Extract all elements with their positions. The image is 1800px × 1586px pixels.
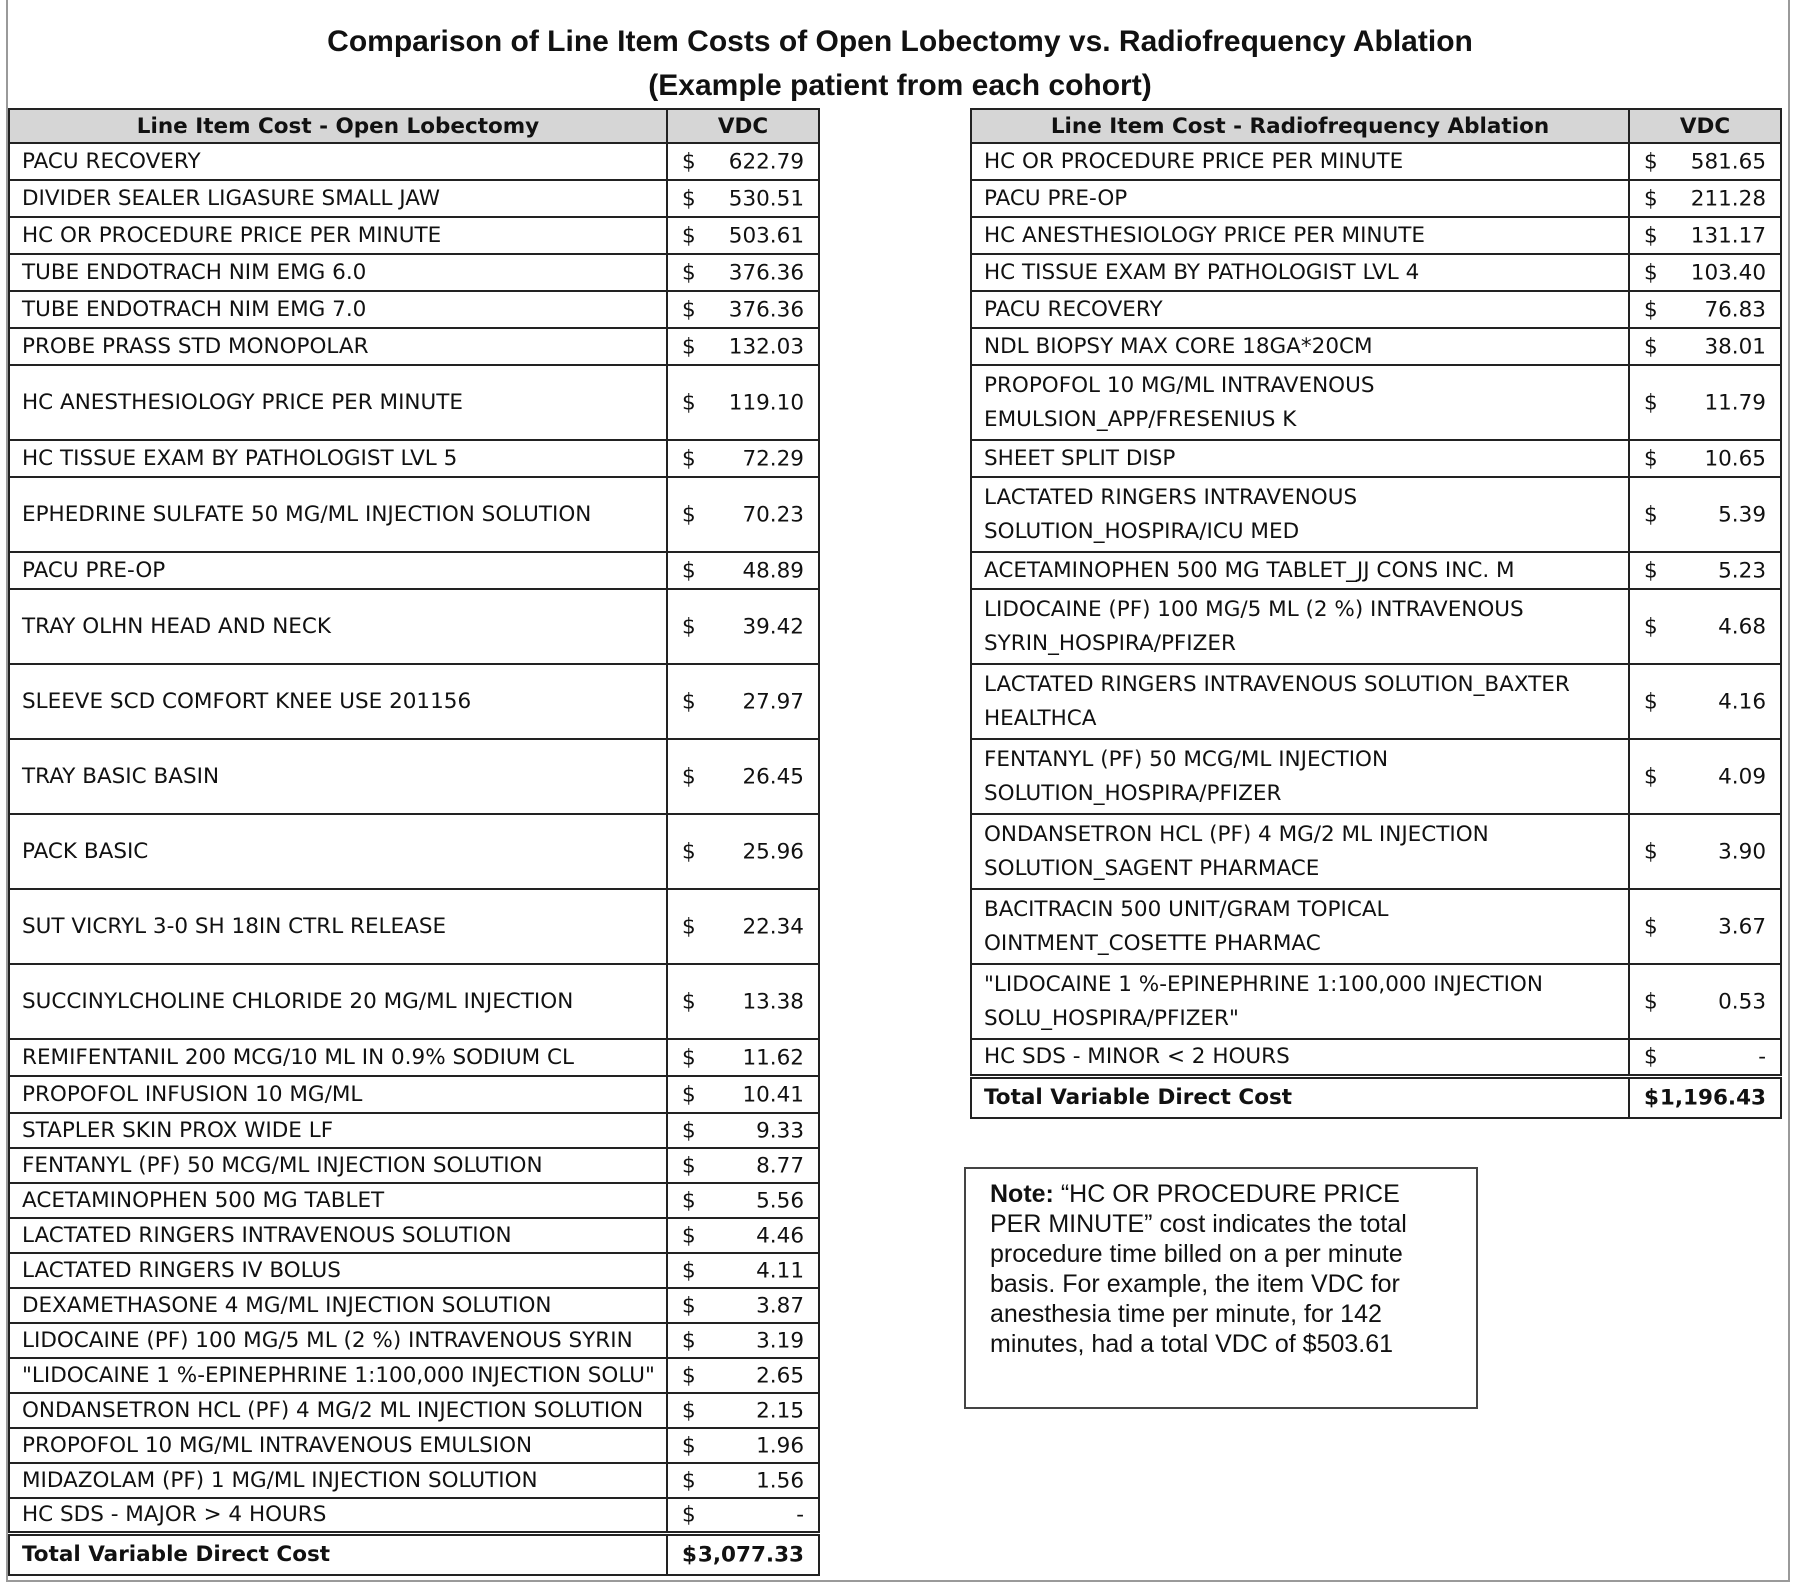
line-item-name: LACTATED RINGERS INTRAVENOUS SOLUTION_BAXTER HEALTHCA	[971, 664, 1629, 739]
vdc-amount: 22.34	[742, 914, 804, 939]
table-row	[971, 180, 1781, 217]
table-row	[9, 440, 819, 477]
currency-symbol: $	[682, 1363, 696, 1388]
table-row	[9, 889, 819, 964]
table-row	[9, 589, 819, 664]
vdc-amount: 503.61	[728, 223, 804, 248]
table-row	[971, 889, 1781, 964]
vdc-amount: 2.15	[756, 1398, 804, 1423]
currency-symbol: $	[682, 1502, 696, 1528]
table-row	[9, 1253, 819, 1288]
title-line-2: (Example patient from each cohort)	[648, 69, 1152, 102]
vdc-amount: -	[796, 1502, 804, 1528]
column-header-item: Line Item Cost - Open Lobectomy	[9, 109, 667, 143]
currency-symbol: $	[682, 839, 696, 864]
line-item-name: HC ANESTHESIOLOGY PRICE PER MINUTE	[9, 365, 667, 440]
table-header-row	[9, 109, 819, 143]
currency-symbol: $	[682, 689, 696, 714]
vdc-amount: 376.36	[728, 297, 804, 322]
vdc-amount: 622.79	[728, 149, 804, 174]
currency-symbol: $	[682, 446, 696, 471]
line-item-name: TRAY OLHN HEAD AND NECK	[9, 589, 667, 664]
table-row	[971, 440, 1781, 477]
currency-symbol: $	[1644, 839, 1658, 864]
line-item-vdc	[667, 143, 819, 180]
total-amount: 1,196.43	[1659, 1085, 1766, 1110]
table-row	[9, 1039, 819, 1076]
table-row	[971, 254, 1781, 291]
currency-symbol: $	[682, 1328, 696, 1353]
line-item-vdc	[667, 365, 819, 440]
line-item-name: HC OR PROCEDURE PRICE PER MINUTE	[971, 143, 1629, 180]
vdc-amount: 3.87	[756, 1293, 804, 1318]
line-item-vdc	[1629, 365, 1781, 440]
vdc-amount: 13.38	[742, 989, 804, 1014]
line-item-vdc	[667, 1218, 819, 1253]
line-item-name: NDL BIOPSY MAX CORE 18GA*20CM	[971, 328, 1629, 365]
currency-symbol: $	[682, 223, 696, 248]
currency-symbol: $	[682, 1433, 696, 1458]
table-row	[9, 143, 819, 180]
currency-symbol: $	[682, 989, 696, 1014]
line-item-name: MIDAZOLAM (PF) 1 MG/ML INJECTION SOLUTION	[9, 1463, 667, 1498]
line-item-name: ONDANSETRON HCL (PF) 4 MG/2 ML INJECTION SOLUTION_SAGENT PHARMACE	[971, 814, 1629, 889]
total-vdc	[1629, 1076, 1781, 1118]
vdc-amount: 581.65	[1690, 149, 1766, 174]
open-lobectomy-cost-table	[8, 108, 820, 1576]
currency-symbol: $	[682, 1153, 696, 1178]
line-item-vdc	[667, 440, 819, 477]
vdc-amount: -	[1758, 1044, 1766, 1070]
line-item-name: REMIFENTANIL 200 MCG/10 ML IN 0.9% SODIUM CL	[9, 1039, 667, 1076]
line-item-vdc	[667, 1148, 819, 1183]
line-item-vdc	[667, 589, 819, 664]
table-row	[971, 814, 1781, 889]
currency-symbol: $	[682, 614, 696, 639]
line-item-name: TUBE ENDOTRACH NIM EMG 6.0	[9, 254, 667, 291]
vdc-amount: 4.68	[1718, 614, 1766, 639]
line-item-vdc	[667, 1393, 819, 1428]
currency-symbol: $	[1644, 1044, 1658, 1070]
table-row	[971, 217, 1781, 254]
line-item-name: LACTATED RINGERS INTRAVENOUS SOLUTION_HOSPIRA/ICU MED	[971, 477, 1629, 552]
line-item-vdc	[1629, 1039, 1781, 1076]
vdc-amount: 1.96	[756, 1433, 804, 1458]
table-row	[9, 1218, 819, 1253]
vdc-amount: 119.10	[728, 390, 804, 415]
vdc-amount: 11.79	[1704, 390, 1766, 415]
currency-symbol: $	[682, 390, 696, 415]
line-item-vdc	[667, 889, 819, 964]
table-row	[971, 589, 1781, 664]
line-item-name: HC OR PROCEDURE PRICE PER MINUTE	[9, 217, 667, 254]
currency-symbol: $	[1644, 446, 1658, 471]
line-item-vdc	[667, 739, 819, 814]
vdc-amount: 10.65	[1704, 446, 1766, 471]
line-item-vdc	[667, 217, 819, 254]
table-row	[971, 1039, 1781, 1076]
line-item-name: SLEEVE SCD COMFORT KNEE USE 201156	[9, 664, 667, 739]
table-row	[9, 1076, 819, 1113]
currency-symbol: $	[1644, 334, 1658, 359]
currency-symbol: $	[1644, 223, 1658, 248]
currency-symbol: $	[682, 260, 696, 285]
table-row	[9, 664, 819, 739]
line-item-name: PACU PRE-OP	[9, 552, 667, 589]
line-item-vdc	[667, 291, 819, 328]
table-row	[9, 180, 819, 217]
line-item-name: HC ANESTHESIOLOGY PRICE PER MINUTE	[971, 217, 1629, 254]
table-row	[9, 1148, 819, 1183]
vdc-amount: 5.56	[756, 1188, 804, 1213]
line-item-name: ONDANSETRON HCL (PF) 4 MG/2 ML INJECTION SOLUTION	[9, 1393, 667, 1428]
line-item-vdc	[1629, 180, 1781, 217]
line-item-vdc	[667, 1183, 819, 1218]
currency-symbol: $	[682, 149, 696, 174]
currency-symbol: $	[1644, 989, 1658, 1014]
line-item-name: SUT VICRYL 3-0 SH 18IN CTRL RELEASE	[9, 889, 667, 964]
line-item-vdc	[667, 552, 819, 589]
currency-symbol: $	[1644, 297, 1658, 322]
vdc-amount: 376.36	[728, 260, 804, 285]
line-item-vdc	[1629, 814, 1781, 889]
line-item-name: HC SDS - MAJOR > 4 HOURS	[9, 1498, 667, 1533]
line-item-name: PROPOFOL 10 MG/ML INTRAVENOUS EMULSION_APP/FRESENIUS K	[971, 365, 1629, 440]
vdc-amount: 3.67	[1718, 914, 1766, 939]
line-item-vdc	[667, 254, 819, 291]
line-item-vdc	[667, 1253, 819, 1288]
line-item-vdc	[667, 1428, 819, 1463]
vdc-amount: 3.19	[756, 1328, 804, 1353]
table-row	[971, 143, 1781, 180]
line-item-vdc	[1629, 440, 1781, 477]
table-row	[9, 217, 819, 254]
title-line-1: Comparison of Line Item Costs of Open Lobectomy vs. Radiofrequency Ablation	[327, 25, 1473, 58]
total-row	[971, 1076, 1781, 1118]
table-row	[971, 552, 1781, 589]
currency-symbol: $	[1644, 689, 1658, 714]
currency-symbol: $	[682, 1542, 697, 1567]
currency-symbol: $	[1644, 558, 1658, 583]
line-item-name: STAPLER SKIN PROX WIDE LF	[9, 1113, 667, 1148]
line-item-vdc	[1629, 143, 1781, 180]
currency-symbol: $	[682, 1258, 696, 1283]
vdc-amount: 4.09	[1718, 764, 1766, 789]
currency-symbol: $	[682, 502, 696, 527]
line-item-name: FENTANYL (PF) 50 MCG/ML INJECTION SOLUTION	[9, 1148, 667, 1183]
vdc-amount: 39.42	[742, 614, 804, 639]
line-item-vdc	[667, 1358, 819, 1393]
line-item-name: LACTATED RINGERS IV BOLUS	[9, 1253, 667, 1288]
currency-symbol: $	[682, 334, 696, 359]
currency-symbol: $	[682, 1293, 696, 1318]
line-item-name: PACK BASIC	[9, 814, 667, 889]
table-row	[9, 1323, 819, 1358]
currency-symbol: $	[682, 1045, 696, 1070]
line-item-vdc	[1629, 589, 1781, 664]
line-item-name: TUBE ENDOTRACH NIM EMG 7.0	[9, 291, 667, 328]
currency-symbol: $	[682, 1223, 696, 1248]
currency-symbol: $	[682, 1188, 696, 1213]
vdc-amount: 70.23	[742, 502, 804, 527]
table-row	[971, 964, 1781, 1039]
vdc-amount: 48.89	[742, 558, 804, 583]
line-item-name: BACITRACIN 500 UNIT/GRAM TOPICAL OINTMENT_COSETTE PHARMAC	[971, 889, 1629, 964]
currency-symbol: $	[682, 1468, 696, 1493]
line-item-vdc	[667, 664, 819, 739]
line-item-vdc	[667, 328, 819, 365]
note-label: Note:	[990, 1180, 1054, 1208]
table-row	[9, 254, 819, 291]
vdc-amount: 131.17	[1690, 223, 1766, 248]
line-item-name: PACU RECOVERY	[971, 291, 1629, 328]
vdc-amount: 5.23	[1718, 558, 1766, 583]
line-item-vdc	[667, 477, 819, 552]
currency-symbol: $	[1644, 614, 1658, 639]
vdc-amount: 72.29	[742, 446, 804, 471]
vdc-amount: 530.51	[728, 186, 804, 211]
vdc-amount: 103.40	[1690, 260, 1766, 285]
vdc-amount: 211.28	[1690, 186, 1766, 211]
line-item-name: ACETAMINOPHEN 500 MG TABLET	[9, 1183, 667, 1218]
column-header-vdc: VDC	[1629, 109, 1781, 143]
table-row	[9, 1463, 819, 1498]
currency-symbol: $	[682, 558, 696, 583]
vdc-amount: 132.03	[728, 334, 804, 359]
table-row	[9, 1288, 819, 1323]
column-header-item: Line Item Cost - Radiofrequency Ablation	[971, 109, 1629, 143]
table-row	[971, 365, 1781, 440]
vdc-amount: 5.39	[1718, 502, 1766, 527]
vdc-amount: 11.62	[742, 1045, 804, 1070]
line-item-name: SUCCINYLCHOLINE CHLORIDE 20 MG/ML INJECTION	[9, 964, 667, 1039]
line-item-name: HC TISSUE EXAM BY PATHOLOGIST LVL 4	[971, 254, 1629, 291]
table-row	[971, 328, 1781, 365]
table-row	[9, 814, 819, 889]
line-item-vdc	[1629, 328, 1781, 365]
table-row	[9, 291, 819, 328]
line-item-vdc	[1629, 254, 1781, 291]
vdc-amount: 25.96	[742, 839, 804, 864]
total-label: Total Variable Direct Cost	[971, 1076, 1629, 1118]
line-item-name: DIVIDER SEALER LIGASURE SMALL JAW	[9, 180, 667, 217]
currency-symbol: $	[1644, 914, 1658, 939]
table-row	[9, 1428, 819, 1463]
currency-symbol: $	[682, 297, 696, 322]
currency-symbol: $	[682, 186, 696, 211]
table-row	[971, 739, 1781, 814]
currency-symbol: $	[682, 1398, 696, 1423]
line-item-vdc	[667, 1076, 819, 1113]
currency-symbol: $	[1644, 260, 1658, 285]
line-item-vdc	[1629, 291, 1781, 328]
table-row	[9, 552, 819, 589]
line-item-name: TRAY BASIC BASIN	[9, 739, 667, 814]
vdc-amount: 2.65	[756, 1363, 804, 1388]
line-item-vdc	[1629, 217, 1781, 254]
vdc-amount: 4.11	[756, 1258, 804, 1283]
page-title	[0, 20, 1800, 108]
table-row	[971, 477, 1781, 552]
table-row	[9, 328, 819, 365]
vdc-amount: 4.16	[1718, 689, 1766, 714]
table-row	[971, 291, 1781, 328]
line-item-name: "LIDOCAINE 1 %-EPINEPHRINE 1:100,000 INJECTION SOLU_HOSPIRA/PFIZER"	[971, 964, 1629, 1039]
line-item-name: PACU RECOVERY	[9, 143, 667, 180]
line-item-name: LACTATED RINGERS INTRAVENOUS SOLUTION	[9, 1218, 667, 1253]
line-item-name: HC TISSUE EXAM BY PATHOLOGIST LVL 5	[9, 440, 667, 477]
note-box	[964, 1167, 1478, 1409]
rfa-cost-table	[970, 108, 1782, 1119]
line-item-vdc	[1629, 739, 1781, 814]
vdc-amount: 10.41	[742, 1082, 804, 1107]
table-row	[9, 1183, 819, 1218]
table-header-row	[971, 109, 1781, 143]
line-item-vdc	[667, 1463, 819, 1498]
currency-symbol: $	[1644, 149, 1658, 174]
table-row	[9, 739, 819, 814]
line-item-vdc	[667, 1498, 819, 1533]
currency-symbol: $	[1644, 186, 1658, 211]
table-row	[971, 664, 1781, 739]
line-item-name: LIDOCAINE (PF) 100 MG/5 ML (2 %) INTRAVENOUS SYRIN_HOSPIRA/PFIZER	[971, 589, 1629, 664]
currency-symbol: $	[682, 764, 696, 789]
total-amount: 3,077.33	[697, 1542, 804, 1567]
currency-symbol: $	[682, 1082, 696, 1107]
line-item-name: SHEET SPLIT DISP	[971, 440, 1629, 477]
note-text: “HC OR PROCEDURE PRICE PER MINUTE” cost indicates the total procedure time billed on a per minute basis. For example, the item VDC for anesthesia time per minute, for 142 minutes, had a total VDC of $503.61	[990, 1180, 1407, 1358]
line-item-vdc	[667, 1288, 819, 1323]
table-row	[9, 1393, 819, 1428]
line-item-vdc	[667, 964, 819, 1039]
currency-symbol: $	[1644, 502, 1658, 527]
vdc-amount: 9.33	[756, 1118, 804, 1143]
vdc-amount: 27.97	[742, 689, 804, 714]
currency-symbol: $	[682, 914, 696, 939]
line-item-name: PROPOFOL INFUSION 10 MG/ML	[9, 1076, 667, 1113]
table-row	[9, 964, 819, 1039]
table-row	[9, 1498, 819, 1533]
vdc-amount: 26.45	[742, 764, 804, 789]
currency-symbol: $	[1644, 390, 1658, 415]
line-item-name: LIDOCAINE (PF) 100 MG/5 ML (2 %) INTRAVENOUS SYRIN	[9, 1323, 667, 1358]
line-item-name: PACU PRE-OP	[971, 180, 1629, 217]
vdc-amount: 0.53	[1718, 989, 1766, 1014]
total-label: Total Variable Direct Cost	[9, 1533, 667, 1575]
currency-symbol: $	[1644, 1085, 1659, 1110]
line-item-name: PROBE PRASS STD MONOPOLAR	[9, 328, 667, 365]
line-item-vdc	[667, 814, 819, 889]
column-header-vdc: VDC	[667, 109, 819, 143]
vdc-amount: 76.83	[1704, 297, 1766, 322]
vdc-amount: 1.56	[756, 1468, 804, 1493]
line-item-name: DEXAMETHASONE 4 MG/ML INJECTION SOLUTION	[9, 1288, 667, 1323]
table-row	[9, 365, 819, 440]
line-item-vdc	[1629, 889, 1781, 964]
line-item-vdc	[667, 1039, 819, 1076]
line-item-name: EPHEDRINE SULFATE 50 MG/ML INJECTION SOLUTION	[9, 477, 667, 552]
line-item-vdc	[1629, 552, 1781, 589]
table-row	[9, 477, 819, 552]
vdc-amount: 3.90	[1718, 839, 1766, 864]
line-item-vdc	[667, 180, 819, 217]
total-row	[9, 1533, 819, 1575]
line-item-vdc	[1629, 964, 1781, 1039]
line-item-name: FENTANYL (PF) 50 MCG/ML INJECTION SOLUTION_HOSPIRA/PFIZER	[971, 739, 1629, 814]
currency-symbol: $	[1644, 764, 1658, 789]
total-vdc	[667, 1533, 819, 1575]
currency-symbol: $	[682, 1118, 696, 1143]
table-row	[9, 1358, 819, 1393]
vdc-amount: 8.77	[756, 1153, 804, 1178]
line-item-name: ACETAMINOPHEN 500 MG TABLET_JJ CONS INC. M	[971, 552, 1629, 589]
table-row	[9, 1113, 819, 1148]
line-item-vdc	[1629, 477, 1781, 552]
line-item-vdc	[667, 1113, 819, 1148]
vdc-amount: 4.46	[756, 1223, 804, 1248]
vdc-amount: 38.01	[1704, 334, 1766, 359]
line-item-name: "LIDOCAINE 1 %-EPINEPHRINE 1:100,000 INJECTION SOLU"	[9, 1358, 667, 1393]
line-item-name: PROPOFOL 10 MG/ML INTRAVENOUS EMULSION	[9, 1428, 667, 1463]
line-item-vdc	[667, 1323, 819, 1358]
line-item-name: HC SDS - MINOR < 2 HOURS	[971, 1039, 1629, 1076]
line-item-vdc	[1629, 664, 1781, 739]
